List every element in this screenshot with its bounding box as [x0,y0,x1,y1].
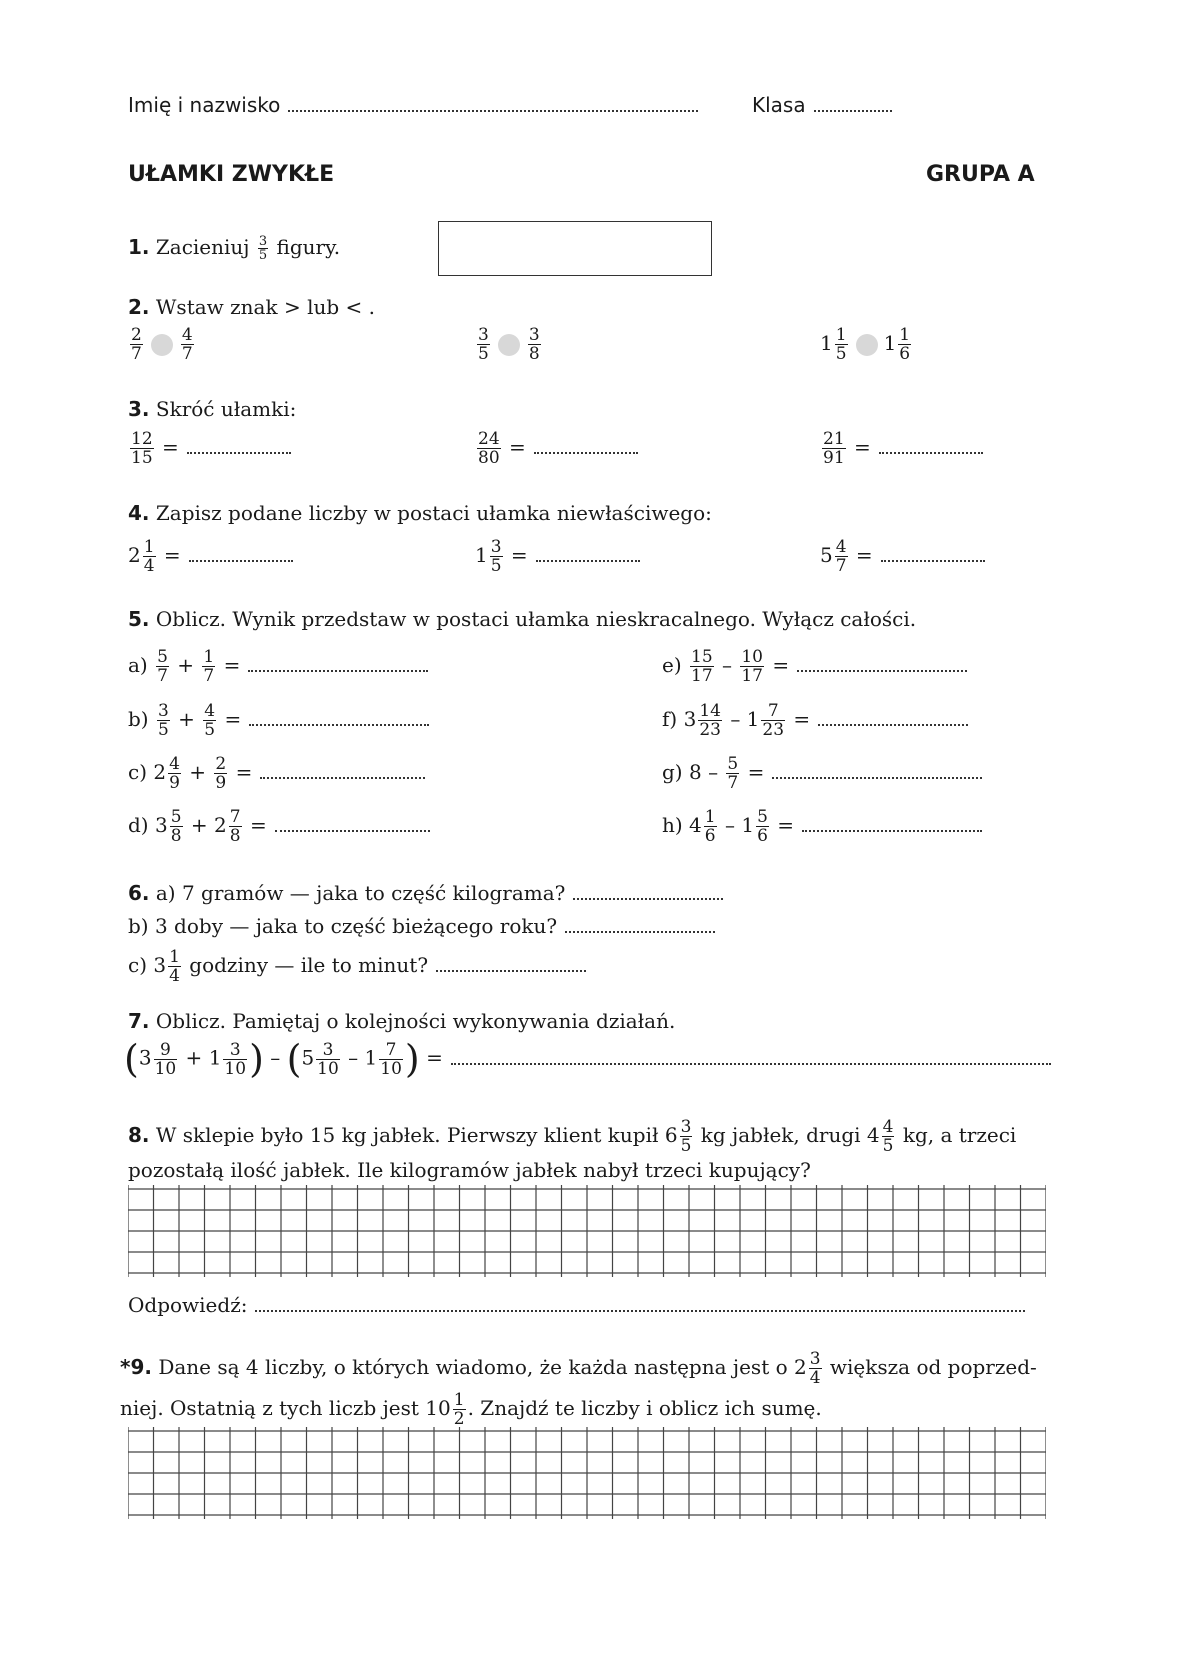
order-of-operations-expression[interactable]: (3 $\frac{9}{10}$ + 1 $\frac{3}{10}$ ) – (5 $\frac{3}{10}$ – 1 $\frac{7}{10}$ ) = [124,1040,1051,1078]
compare-circle[interactable] [498,334,520,356]
calc-item-a[interactable]: a) $\frac{5}{7}$ + $\frac{1}{7}$ = [128,648,428,685]
answer-line[interactable]: Odpowiedź: [128,1292,1025,1318]
question-1: 1. Zacieniuj $\frac{3}{5}$ figury. [128,234,341,263]
question-2: 2. Wstaw znak > lub < . [128,295,375,319]
improper-item-3[interactable]: 5 $\frac{4}{7}$ = [820,538,985,575]
question-8: 8. W sklepie było 15 kg jabłek. Pierwszy klient kupił 6 $\frac{3}{5}$ kg jabłek, drugi 4 $\frac{4}{5}$ kg, a trzeci pozostałą ilość jabłek. Ile kilogramów jabłek nabył trzeci kupujący? [128,1117,1017,1182]
calc-item-f[interactable]: f) 3 $\frac{14}{23}$ – 1 $\frac{7}{23}$ = [662,702,968,739]
improper-item-1[interactable]: 2 $\frac{1}{4}$ = [128,538,293,575]
class-field[interactable] [752,92,892,118]
class-label: Klasa [752,93,806,117]
question-3: 3. Skróć ułamki: [128,397,297,421]
calc-item-d[interactable]: d) 3 $\frac{5}{8}$ + 2 $\frac{7}{8}$ = [128,808,430,845]
simplify-item-3[interactable]: $\frac{21}{91}$ = [820,430,983,467]
question-7: 7. Oblicz. Pamiętaj o kolejności wykonywania działań. [128,1009,676,1033]
simplify-item-2[interactable]: $\frac{24}{80}$ = [475,430,638,467]
question-4: 4. Zapisz podane liczby w postaci ułamka niewłaściwego: [128,501,712,525]
calc-item-b[interactable]: b) $\frac{3}{5}$ + $\frac{4}{5}$ = [128,702,429,739]
compare-item-1: $\frac{2}{7}$ $\frac{4}{7}$ [131,325,193,364]
question-6-b[interactable]: b) 3 doby — jaka to część bieżącego roku? [128,913,715,939]
compare-item-3: 1 $\frac{1}{5}$ 1 $\frac{1}{6}$ [820,325,911,364]
calc-item-e[interactable]: e) $\frac{15}{17}$ – $\frac{10}{17}$ = [662,648,967,685]
compare-circle[interactable] [151,334,173,356]
shade-rectangle[interactable] [438,221,712,276]
calc-item-h[interactable]: h) 4 $\frac{1}{6}$ – 1 $\frac{5}{6}$ = [662,808,982,845]
compare-circle[interactable] [856,334,878,356]
name-label: Imię i nazwisko [128,93,281,117]
compare-item-2: $\frac{3}{5}$ $\frac{3}{8}$ [478,325,540,364]
simplify-item-1[interactable]: $\frac{12}{15}$ = [128,430,291,467]
question-6-a[interactable]: 6. a) 7 gramów — jaka to część kilograma? [128,880,723,906]
question-5: 5. Oblicz. Wynik przedstaw w postaci ułamka nieskracalnego. Wyłącz całości. [128,607,917,631]
improper-item-2[interactable]: 1 $\frac{3}{5}$ = [475,538,640,575]
grid-area-q8[interactable] [128,1185,1046,1277]
group-label: GRUPA A [926,162,1035,187]
name-field[interactable] [128,92,698,118]
question-6-c[interactable]: c) 3 $\frac{1}{4}$ godziny — ile to minut? [128,948,586,985]
grid-area-q9[interactable] [128,1427,1046,1519]
calc-item-c[interactable]: c) 2 $\frac{4}{9}$ + $\frac{2}{9}$ = [128,755,425,792]
question-9: *9. Dane są 4 liczby, o których wiadomo, że każda następna jest o 2 $\frac{3}{4}$ większa od poprzed- niej. Ostatnią z tych liczb jest 10 $\frac{1}{2}$ . Znajdź te liczby i oblicz ich sumę. [120,1349,1037,1429]
calc-item-g[interactable]: g) 8 – $\frac{5}{7}$ = [662,755,982,792]
page-title: UŁAMKI ZWYKŁE [128,162,335,187]
